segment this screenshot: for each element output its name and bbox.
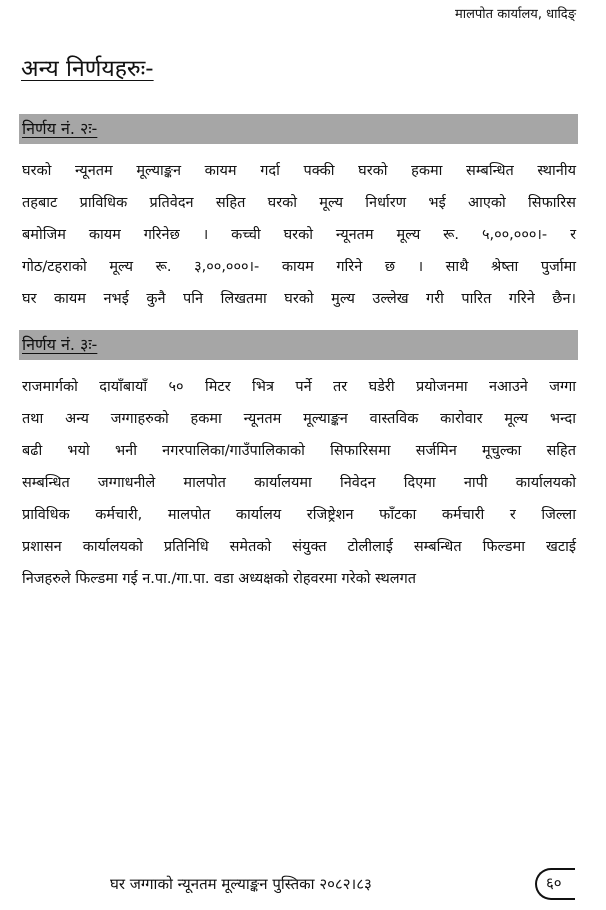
page-number-badge — [535, 868, 575, 900]
decision-3-heading-bar — [19, 330, 578, 360]
decision-2-paragraph — [22, 155, 576, 315]
paragraph-line: घर कायम नभई कुनै पनि लिखतमा घरको मुल्य उल्लेख गरी पारित गरिने छैन। — [22, 291, 576, 307]
paragraph-line: तथा अन्य जग्गाहरुको हकमा न्यूनतम मूल्याङ्कन वास्तविक कारोवार मूल्य भन्दा — [22, 411, 576, 427]
running-header: मालपोत कार्यालय, धादिङ् — [454, 7, 576, 22]
decision-3-paragraph — [22, 371, 576, 595]
decision-2-heading: निर्णय नं. २ः- — [22, 119, 98, 138]
paragraph-line: प्रशासन कार्यालयको प्रतिनिधि समेतको संयुक्त टोलीलाई सम्बन्धित फिल्डमा खटाई — [22, 539, 576, 555]
decision-2-heading-bar — [19, 114, 578, 144]
paragraph-line: तहबाट प्राविधिक प्रतिवेदन सहित घरको मूल्य निर्धारण भई आएको सिफारिस — [22, 195, 576, 211]
page-number: ६० — [546, 874, 562, 892]
decision-3-heading: निर्णय नं. ३ः- — [22, 335, 98, 354]
paragraph-line: बढी भयो भनी नगरपालिका/गाउँपालिकाको सिफारिसमा सर्जमिन मूचुल्का सहित — [22, 443, 576, 459]
paragraph-line: निजहरुले फिल्डमा गई न.पा./गा.पा. वडा अध्यक्षको रोहवरमा गरेको स्थलगत — [22, 571, 417, 587]
paragraph-line: गोठ/टहराको मूल्य रू. ३,००,०००।- कायम गरिने छ । साथै श्रेष्ता पुर्जामा — [22, 259, 576, 275]
paragraph-line: प्राविधिक कर्मचारी, मालपोत कार्यालय रजिष्ट्रेशन फाँटका कर्मचारी र जिल्ला — [22, 507, 576, 523]
section-title: अन्य निर्णयहरुः- — [21, 56, 154, 82]
paragraph-line: सम्बन्धित जग्गाधनीले मालपोत कार्यालयमा निवेदन दिएमा नापी कार्यालयको — [22, 475, 576, 491]
paragraph-line: बमोजिम कायम गरिनेछ । कच्ची घरको न्यूनतम मूल्य रू. ५,००,०००।- र — [22, 227, 576, 243]
paragraph-line: घरको न्यूनतम मूल्याङ्कन कायम गर्दा पक्की घरको हकमा सम्बन्धित स्थानीय — [22, 163, 576, 179]
footer-title: घर जग्गाको न्यूनतम मूल्याङ्कन पुस्तिका २०८२।८३ — [110, 875, 372, 893]
paragraph-line: राजमार्गको दायाँबायाँ ५० मिटर भित्र पर्ने तर घडेरी प्रयोजनमा नआउने जग्गा — [22, 379, 576, 395]
